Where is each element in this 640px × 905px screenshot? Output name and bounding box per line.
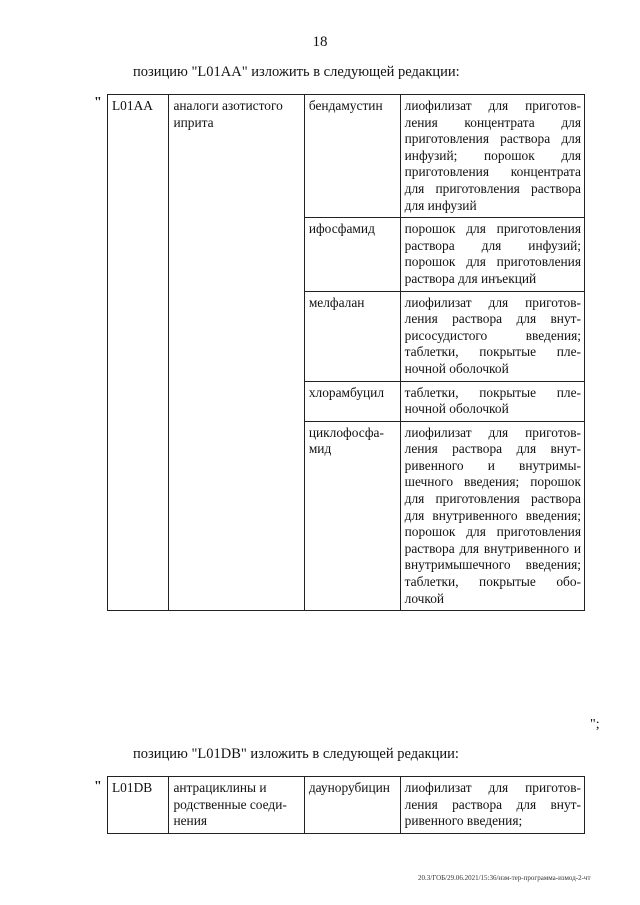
section1-table: [107, 94, 585, 611]
page-number: 18: [312, 34, 328, 50]
table-row: [108, 777, 585, 834]
section1-open-quote: ": [94, 95, 102, 110]
dosage-form-cell: лиофилизат для приготовления раствора для внутривенного введения;: [400, 777, 584, 834]
section1-intro: позицию "L01AA" изложить в следующей редакции:: [133, 64, 460, 80]
section2-table: [107, 776, 585, 834]
dosage-form-cell: лиофилизат для приготовления раствора для внутривенного и внутримышечного введения; порошок для приготовления раствора для внутривенного введения; порошок для приготовления раствора для внутривенного и внутримышечного введения; таблетки, покрытые оболочкой: [400, 421, 584, 611]
section2-intro: позицию "L01DB" изложить в следующей редакции:: [133, 746, 459, 762]
group-name-cell: антрациклины и родственные соединения: [169, 777, 304, 834]
drug-name-cell: даунорубицин: [304, 777, 400, 834]
group-name-cell: аналоги азотистого иприта: [169, 95, 304, 611]
footer-note: 20.3/ГОБ/29.06.2021/15:36/изм-тер-программа-измод-2-чт: [418, 874, 591, 882]
dosage-form-cell: лиофилизат для приготовления раствора для внутрисосудистого введения; таблетки, покрытые пленочной оболочкой: [400, 291, 584, 381]
dosage-form-cell: лиофилизат для приготовления концентрата для приготовления раствора для инфузий; порошок для приготовления концентрата для приготовления раствора для инфузий: [400, 95, 584, 218]
drug-name-cell: ифосфамид: [304, 218, 400, 291]
dosage-form-cell: таблетки, покрытые пленочной оболочкой: [400, 381, 584, 421]
table-row: [108, 95, 585, 218]
section1-close-quote: ";: [590, 717, 600, 732]
drug-name-cell: циклофосфамид: [304, 421, 400, 611]
dosage-form-cell: порошок для приготовления раствора для инфузий; порошок для приготовления раствора для инъекций: [400, 218, 584, 291]
section2-open-quote: ": [94, 779, 102, 794]
drug-name-cell: мелфалан: [304, 291, 400, 381]
atc-code-cell: L01AA: [108, 95, 169, 611]
atc-code-cell: L01DB: [108, 777, 169, 834]
drug-name-cell: хлорамбуцил: [304, 381, 400, 421]
drug-name-cell: бендамустин: [304, 95, 400, 218]
